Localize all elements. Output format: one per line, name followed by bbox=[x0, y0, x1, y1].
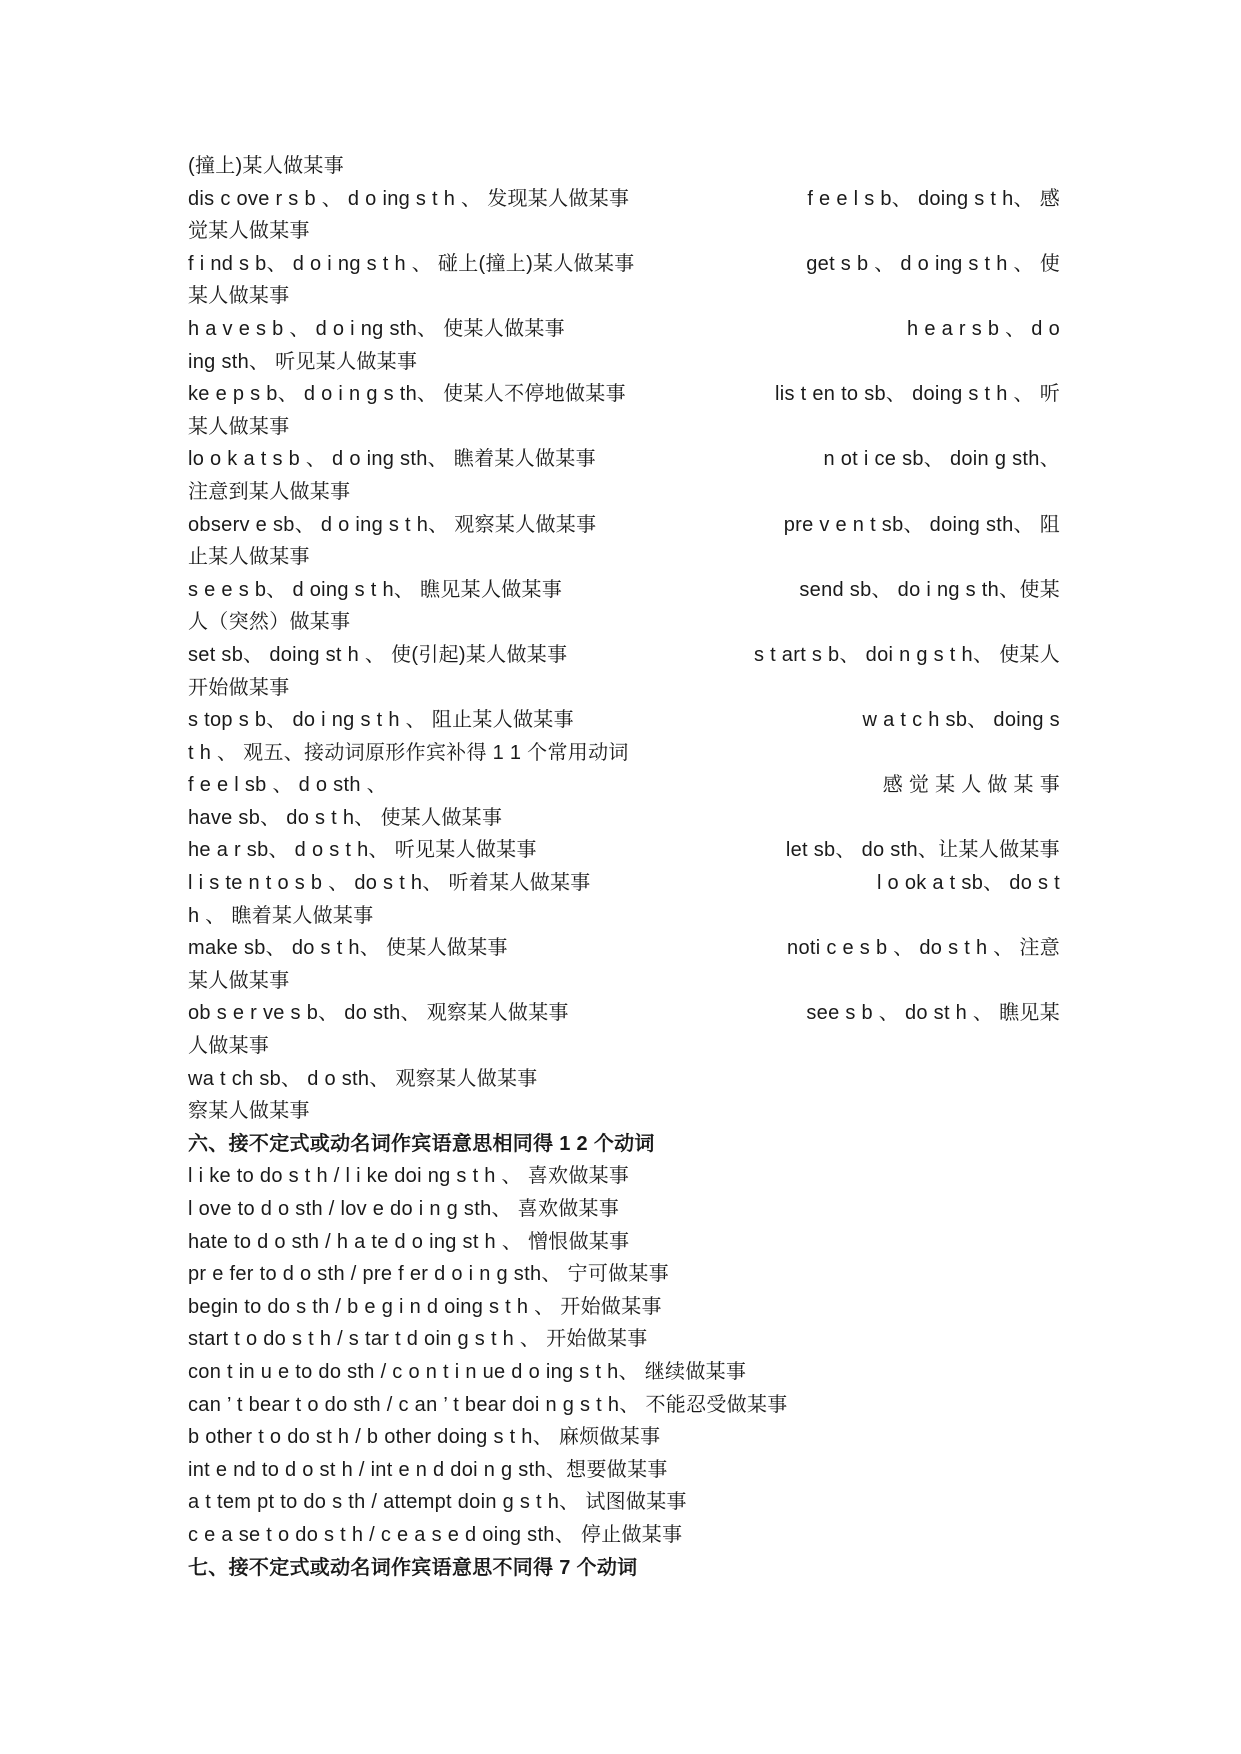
document-page bbox=[188, 150, 1060, 1584]
section-heading: 七、接不定式或动名词作宾语意思不同得 7 个动词 bbox=[188, 1556, 638, 1579]
text-line: 某人做某事 bbox=[188, 415, 290, 438]
text-line: pr e fer to d o sth / pre f er d o i n g sth、 宁可做某事 bbox=[188, 1263, 670, 1286]
text-line-left: ke e p s b、 d o i n g s th、 使某人不停地做某事 bbox=[188, 383, 626, 406]
text-line-left: l i s te n t o s b 、 do s t h、 听着某人做某事 bbox=[188, 872, 591, 895]
text-line: have sb、 do s t h、 使某人做某事 bbox=[188, 806, 503, 829]
text-line-two-column bbox=[188, 997, 1060, 1030]
text-line-right: send sb、 do i ng s th、使某 bbox=[799, 578, 1060, 601]
text-line: begin to do s th / b e g i n d oing s t h 、 开始做某事 bbox=[188, 1295, 662, 1318]
text-line: 人做某事 bbox=[188, 1035, 270, 1058]
text-line-right: let sb、 do sth、让某人做某事 bbox=[785, 839, 1060, 862]
text-line-two-column bbox=[188, 769, 1060, 802]
text-line-two-column bbox=[188, 932, 1060, 965]
text-line-left: make sb、 do s t h、 使某人做某事 bbox=[188, 937, 508, 960]
text-line-left: f i nd s b、 d o i ng s t h 、 碰上(撞上)某人做某事 bbox=[188, 252, 635, 275]
text-line: 人（突然）做某事 bbox=[188, 611, 351, 634]
text-line-two-column bbox=[188, 867, 1060, 900]
text-line-left: h a v e s b 、 d o i ng sth、 使某人做某事 bbox=[188, 317, 565, 340]
text-line-right: get s b 、 d o ing s t h 、 使 bbox=[806, 252, 1060, 275]
text-line-left: ob s e r ve s b、 do sth、 观察某人做某事 bbox=[188, 1002, 569, 1025]
text-line-two-column bbox=[188, 834, 1060, 867]
text-line: 某人做某事 bbox=[188, 285, 290, 308]
text-line-two-column bbox=[188, 704, 1060, 737]
text-line-left: s top s b、 do i ng s t h 、 阻止某人做某事 bbox=[188, 709, 574, 732]
text-line: 开始做某事 bbox=[188, 676, 290, 699]
text-line-left: s e e s b、 d oing s t h、 瞧见某人做某事 bbox=[188, 578, 563, 601]
text-line: c e a se t o do s t h / c e a s e d oing sth、 停止做某事 bbox=[188, 1523, 683, 1546]
text-line-two-column bbox=[188, 183, 1060, 216]
section-heading: 六、接不定式或动名词作宾语意思相同得 1 2 个动词 bbox=[188, 1132, 655, 1155]
text-line-left: lo o k a t s b 、 d o ing sth、 瞧着某人做某事 bbox=[188, 448, 596, 471]
text-line: a t tem pt to do s th / attempt doin g s t h、 试图做某事 bbox=[188, 1491, 687, 1514]
text-line: 某人做某事 bbox=[188, 969, 290, 992]
text-line-left: f e e l sb 、 d o sth 、 bbox=[188, 774, 387, 797]
text-line: ing sth、 听见某人做某事 bbox=[188, 350, 418, 373]
text-line-right: n ot i ce sb、 doin g sth、 bbox=[823, 448, 1060, 471]
text-line-two-column bbox=[188, 574, 1060, 607]
text-line-right: noti c e s b 、 do s t h 、 注意 bbox=[787, 937, 1060, 960]
text-line: t h 、 观五、接动词原形作宾补得 1 1 个常用动词 bbox=[188, 741, 629, 764]
text-line: con t in u e to do sth / c o n t i n ue d o ing s t h、 继续做某事 bbox=[188, 1360, 747, 1383]
text-line-right: f e e l s b、 doing s t h、 感 bbox=[807, 187, 1060, 210]
text-line: 察某人做某事 bbox=[188, 1100, 310, 1123]
text-line-two-column bbox=[188, 443, 1060, 476]
text-line-two-column bbox=[188, 509, 1060, 542]
text-line-right: s t art s b、 doi n g s t h、 使某人 bbox=[753, 643, 1060, 666]
text-line-right: pre v e n t sb、 doing sth、 阻 bbox=[783, 513, 1060, 536]
text-line: l ove to d o sth / lov e do i n g sth、 喜欢做某事 bbox=[188, 1198, 620, 1220]
text-line-left: observ e sb、 d o ing s t h、 观察某人做某事 bbox=[188, 513, 597, 536]
text-line: 止某人做某事 bbox=[188, 546, 310, 569]
text-line: 注意到某人做某事 bbox=[188, 480, 351, 503]
text-line-right: l o ok a t sb、 do s t bbox=[876, 872, 1060, 895]
text-line: hate to d o sth / h a te d o ing st h 、 憎恨做某事 bbox=[188, 1230, 630, 1253]
text-line: (撞上)某人做某事 bbox=[188, 155, 345, 177]
text-line-right: lis t en to sb、 doing s t h 、 听 bbox=[775, 383, 1060, 406]
text-line: b other t o do st h / b other doing s t h、 麻烦做某事 bbox=[188, 1426, 661, 1449]
text-line-left: he a r sb、 d o s t h、 听见某人做某事 bbox=[188, 839, 537, 862]
text-line-two-column bbox=[188, 378, 1060, 411]
text-line: start t o do s t h / s tar t d oin g s t h 、 开始做某事 bbox=[188, 1328, 648, 1351]
text-line: can ’ t bear t o do sth / c an ’ t bear doi n g s t h、 不能忍受做某事 bbox=[188, 1393, 788, 1416]
text-line: wa t ch sb、 d o sth、 观察某人做某事 bbox=[188, 1067, 538, 1090]
text-line-left: dis c ove r s b 、 d o ing s t h 、 发现某人做某事 bbox=[188, 187, 630, 210]
text-line: 觉某人做某事 bbox=[188, 220, 310, 243]
text-line-two-column bbox=[188, 313, 1060, 346]
text-line: l i ke to do s t h / l i ke doi ng s t h 、 喜欢做某事 bbox=[188, 1165, 630, 1188]
text-line-left: set sb、 doing st h 、 使(引起)某人做某事 bbox=[188, 643, 568, 666]
text-line-right: w a t c h sb、 doing s bbox=[862, 709, 1060, 732]
text-line: int e nd to d o st h / int e n d doi n g sth、想要做某事 bbox=[188, 1458, 668, 1481]
text-line-right: see s b 、 do st h 、 瞧见某 bbox=[806, 1002, 1060, 1025]
text-line-two-column bbox=[188, 248, 1060, 281]
text-line-right: 感 觉 某 人 做 某 事 bbox=[882, 774, 1060, 797]
text-line: h 、 瞧着某人做某事 bbox=[188, 904, 374, 927]
text-line-two-column bbox=[188, 639, 1060, 672]
text-line-right: h e a r s b 、 d o bbox=[907, 317, 1060, 340]
